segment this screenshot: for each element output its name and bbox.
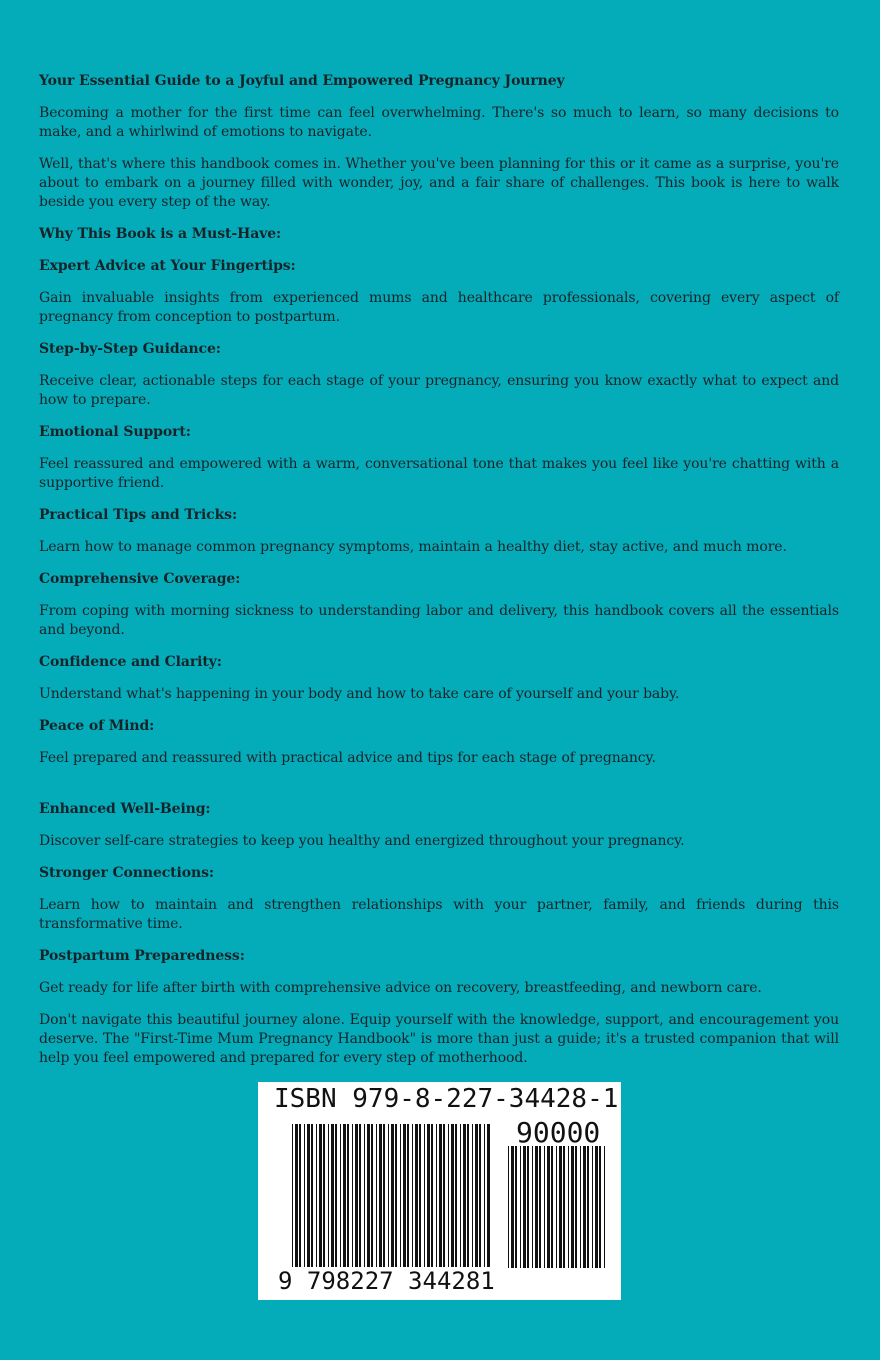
barcode-bar (527, 1146, 529, 1268)
barcode-bar (400, 1124, 401, 1278)
barcode-bar (383, 1124, 385, 1278)
barcode-bar (532, 1146, 533, 1268)
barcode-bar (556, 1146, 557, 1268)
barcode-bar (412, 1124, 413, 1278)
why-heading: Why This Book is a Must-Have: (39, 226, 282, 242)
barcode-bar (472, 1124, 473, 1278)
barcode-bar (436, 1124, 437, 1278)
barcode-bar (463, 1124, 466, 1278)
barcode-bar (419, 1124, 421, 1278)
feature-text: Learn how to maintain and strengthen relationships with your partner, family, and friends during this transformative time. (39, 897, 839, 932)
barcode-bar (299, 1124, 301, 1278)
barcode-bar (376, 1124, 377, 1278)
barcode-bar (359, 1124, 361, 1278)
barcode-bar (316, 1124, 317, 1278)
intro-paragraph: Becoming a mother for the first time can feel overwhelming. There's so much to learn, so many decisions to make, and a whirlwind of emotions to navigate. (39, 105, 839, 140)
barcode-bar (511, 1146, 514, 1268)
barcode-bar (323, 1124, 325, 1278)
barcode-bar (403, 1124, 406, 1278)
barcode-bar (355, 1124, 358, 1278)
barcode-bar (551, 1146, 553, 1268)
barcode-bar (379, 1124, 382, 1278)
barcode-bar (388, 1124, 389, 1278)
isbn-label: ISBN 979-8-227-34428-1 (274, 1084, 619, 1114)
feature-title: Comprehensive Coverage: (39, 571, 241, 587)
barcode-bar (595, 1146, 598, 1268)
barcode-bar (460, 1124, 461, 1278)
barcode-bar (484, 1124, 485, 1278)
barcode-bar (451, 1124, 454, 1278)
barcode-bar (479, 1124, 481, 1278)
barcode-bar (535, 1146, 538, 1268)
barcode-bar (515, 1146, 517, 1268)
barcode-bar (367, 1124, 370, 1278)
feature-text: Receive clear, actionable steps for each stage of your pregnancy, ensuring you know exactly what to expect and how to prepare. (39, 373, 839, 408)
feature-text: Understand what's happening in your body and how to take care of yourself and your baby. (39, 686, 680, 702)
barcode-bar (571, 1146, 574, 1268)
barcode-bar (487, 1124, 490, 1278)
feature-title: Expert Advice at Your Fingertips: (39, 258, 296, 274)
barcode-bar (371, 1124, 373, 1278)
barcode-bar (448, 1124, 449, 1278)
feature-title: Step-by-Step Guidance: (39, 341, 221, 357)
barcode-bar (319, 1124, 322, 1278)
barcode-bar (415, 1124, 418, 1278)
barcode-bar (583, 1146, 586, 1268)
barcode-bar (391, 1124, 394, 1278)
barcode-bar (592, 1146, 593, 1268)
feature-text: Feel reassured and empowered with a warm, conversational tone that makes you feel like you're chatting with a supportive friend. (39, 456, 839, 491)
barcode-bar (563, 1146, 565, 1268)
barcode-bar (340, 1124, 341, 1278)
barcode-bar (347, 1124, 349, 1278)
feature-title: Enhanced Well-Being: (39, 801, 211, 817)
barcode-bar (575, 1146, 577, 1268)
feature-title: Stronger Connections: (39, 865, 214, 881)
price-code: 90000 (516, 1116, 601, 1149)
barcode-bar (335, 1124, 337, 1278)
barcode-bar (343, 1124, 346, 1278)
barcode-bar (328, 1124, 329, 1278)
barcode-bar (547, 1146, 550, 1268)
barcode-bar (292, 1124, 293, 1278)
barcode-bar (439, 1124, 442, 1278)
feature-title: Practical Tips and Tricks: (39, 507, 238, 523)
feature-title: Confidence and Clarity: (39, 654, 222, 670)
feature-text: Learn how to manage common pregnancy symptoms, maintain a healthy diet, stay active, and much more. (39, 539, 787, 555)
barcode-bar (520, 1146, 521, 1268)
barcode-bar (427, 1124, 430, 1278)
barcode-bar (307, 1124, 310, 1278)
barcode-bar (467, 1124, 469, 1278)
barcode-digits: 9 798227 344281 (278, 1267, 495, 1295)
barcode-bar (475, 1124, 478, 1278)
closing-paragraph: Don't navigate this beautiful journey alone. Equip yourself with the knowledge, support, and encouragement you deserve. The "First-Time Mum Pregnancy Handbook" is more than just a guide; it's a trusted companion that will help you feel empowered and prepared for every step of motherhood. (39, 1012, 839, 1066)
barcode-bar (599, 1146, 601, 1268)
barcode-bar (395, 1124, 397, 1278)
isbn-barcode (258, 1082, 621, 1300)
feature-text: Discover self-care strategies to keep you healthy and energized throughout your pregnancy. (39, 833, 685, 849)
barcode-bar (508, 1146, 509, 1268)
barcode-bar (544, 1146, 545, 1268)
intro-paragraph: Well, that's where this handbook comes in. Whether you've been planning for this or it came as a surprise, you're about to embark on a journey filled with wonder, joy, and a fair share of challenges. This book is here to walk beside you every step of the way. (39, 156, 839, 210)
back-cover-text (39, 72, 839, 1081)
barcode-bar (311, 1124, 313, 1278)
feature-text: From coping with morning sickness to understanding labor and delivery, this handbook covers all the essentials and beyond. (39, 603, 839, 638)
barcode-bar (568, 1146, 569, 1268)
section-spacer (39, 781, 839, 800)
barcode-bar (455, 1124, 457, 1278)
barcode-bar (580, 1146, 581, 1268)
feature-text: Feel prepared and reassured with practical advice and tips for each stage of pregnancy. (39, 750, 656, 766)
barcode-bar (539, 1146, 541, 1268)
intro-heading: Your Essential Guide to a Joyful and Empowered Pregnancy Journey (39, 73, 565, 89)
barcode-bar (523, 1146, 526, 1268)
barcode-bar (604, 1146, 605, 1268)
barcode-bar (559, 1146, 562, 1268)
barcode-bar (295, 1124, 298, 1278)
barcode-bar (364, 1124, 365, 1278)
barcode-bar (424, 1124, 425, 1278)
feature-title: Emotional Support: (39, 424, 191, 440)
barcode-bar (304, 1124, 305, 1278)
barcode-bar (443, 1124, 445, 1278)
barcode-bar (352, 1124, 353, 1278)
barcode-bar (331, 1124, 334, 1278)
barcode-bar (407, 1124, 409, 1278)
feature-text: Get ready for life after birth with comprehensive advice on recovery, breastfeeding, and newborn care. (39, 980, 762, 996)
feature-title: Peace of Mind: (39, 718, 155, 734)
feature-title: Postpartum Preparedness: (39, 948, 245, 964)
barcode-bar (587, 1146, 589, 1268)
feature-text: Gain invaluable insights from experienced mums and healthcare professionals, covering every aspect of pregnancy from conception to postpartum. (39, 290, 839, 325)
barcode-bar (431, 1124, 433, 1278)
